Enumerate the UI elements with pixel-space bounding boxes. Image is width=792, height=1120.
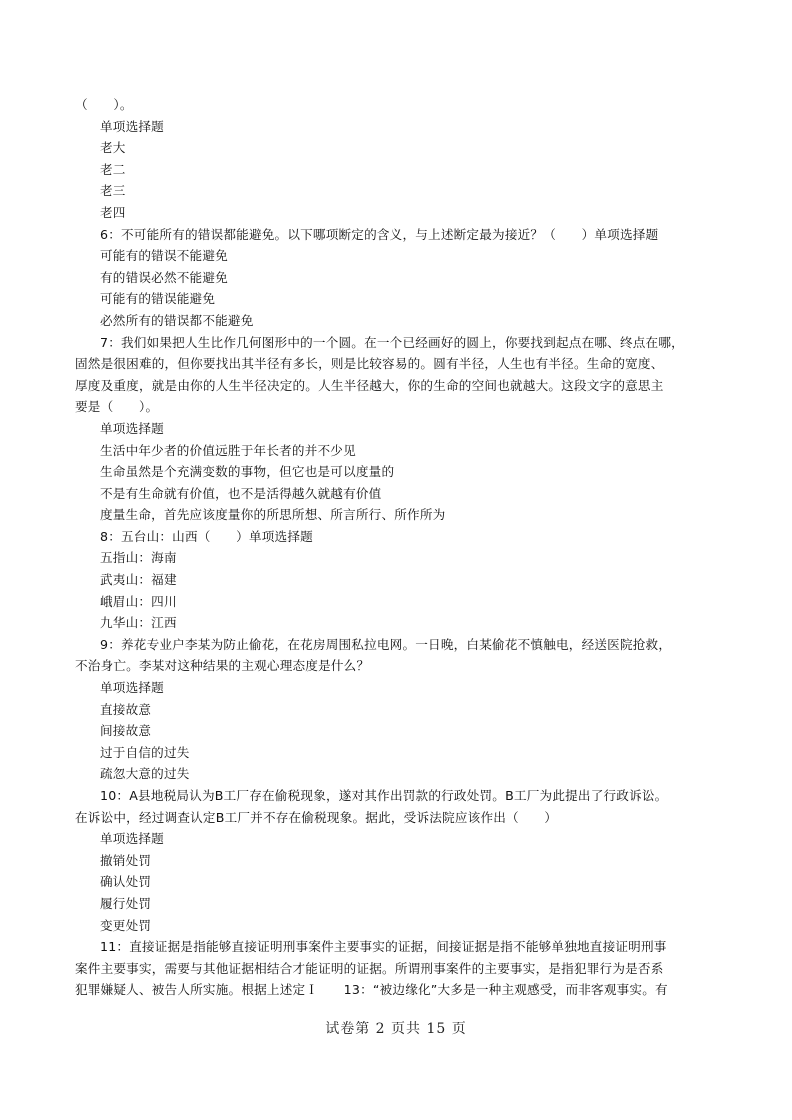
option-text: 老四 xyxy=(100,204,126,220)
question-7-text: 固然是很困难的，但你要找出其半径有多长，则是比较容易的。圆有半径，人生也有半径。生命的宽度、 xyxy=(75,356,664,372)
question-11-text: 犯罪嫌疑人、被告人所实施。根据上述定Ｉ 13：“被边缘化”大多是一种主观感受，而非客观事实。有 xyxy=(75,982,668,998)
option-text: 老二 xyxy=(100,161,126,177)
option-text: 峨眉山：四川 xyxy=(100,593,177,609)
option-text: 必然所有的错误都不能避免 xyxy=(100,312,254,328)
option-text: 直接故意 xyxy=(100,701,152,717)
question-type-label: 单项选择题 xyxy=(100,118,164,134)
option-text: 五指山：海南 xyxy=(100,550,177,566)
option-text: 变更处罚 xyxy=(100,917,152,933)
option-text: 九华山：江西 xyxy=(100,615,177,631)
page-footer: 试卷第 2 页共 15 页 xyxy=(325,1021,467,1037)
question-type-label: 单项选择题 xyxy=(100,680,164,696)
option-text: 间接故意 xyxy=(100,723,152,739)
question-9-text: 不治身亡。李某对这种结果的主观心理态度是什么？ xyxy=(75,658,370,674)
option-text: 有的错误必然不能避免 xyxy=(100,269,228,285)
option-text: 老大 xyxy=(100,140,126,156)
question-type-label: 单项选择题 xyxy=(100,420,164,436)
page-body xyxy=(75,94,715,1001)
question-7-text: 要是（ ）。 xyxy=(75,399,159,415)
question-11-text: 案件主要事实，需要与其他证据相结合才能证明的证据。所谓刑事案件的主要事实，是指犯罪行为是否系 xyxy=(75,960,664,976)
question-11-text: 11：直接证据是指能够直接证明刑事案件主要事实的证据，间接证据是指不能够单独地直接证明刑事 xyxy=(100,939,667,955)
option-text: 过于自信的过失 xyxy=(100,744,190,760)
option-text: 疏忽大意的过失 xyxy=(100,766,190,782)
question-6-text: 6：不可能所有的错误都能避免。以下哪项断定的含义，与上述断定最为接近？（ ）单项选择题 xyxy=(100,226,659,242)
option-text: 生活中年少者的价值远胜于年长者的并不少见 xyxy=(100,442,356,458)
option-text: 确认处罚 xyxy=(100,874,152,890)
option-text: 可能有的错误不能避免 xyxy=(100,248,228,264)
question-7-text: 7：我们如果把人生比作几何图形中的一个圆。在一个已经画好的圆上，你要找到起点在哪、终点在哪， xyxy=(100,334,684,350)
question-9-text: 9：养花专业户李某为防止偷花，在花房周围私拉电网。一日晚，白某偷花不慎触电，经送医院抢救， xyxy=(100,636,672,652)
question-10-text: 在诉讼中，经过调查认定B工厂并不存在偷税现象。据此，受诉法院应该作出（ ） xyxy=(75,809,558,825)
option-text: 生命虽然是个充满变数的事物，但它也是可以度量的 xyxy=(100,464,395,480)
option-text: 不是有生命就有价值，也不是活得越久就越有价值 xyxy=(100,485,382,501)
question-8-text: 8：五台山：山西（ ）单项选择题 xyxy=(100,528,313,544)
question-10-text: 10：A县地税局认为B工厂存在偷税现象，遂对其作出罚款的行政处罚。B工厂为此提出了行政诉讼。 xyxy=(100,788,668,803)
option-text: 履行处罚 xyxy=(100,895,152,911)
option-text: 撤销处罚 xyxy=(100,852,152,868)
option-text: 老三 xyxy=(100,183,126,199)
question-5-tail: （ ）。 xyxy=(75,97,133,112)
option-text: 武夷山：福建 xyxy=(100,572,177,588)
option-text: 可能有的错误能避免 xyxy=(100,291,216,307)
option-text: 度量生命，首先应该度量你的所思所想、所言所行、所作所为 xyxy=(100,507,446,523)
question-7-text: 厚度及重度，就是由你的人生半径决定的。人生半径越大，你的生命的空间也就越大。这段文字的意思主 xyxy=(75,377,664,393)
question-type-label: 单项选择题 xyxy=(100,831,164,847)
